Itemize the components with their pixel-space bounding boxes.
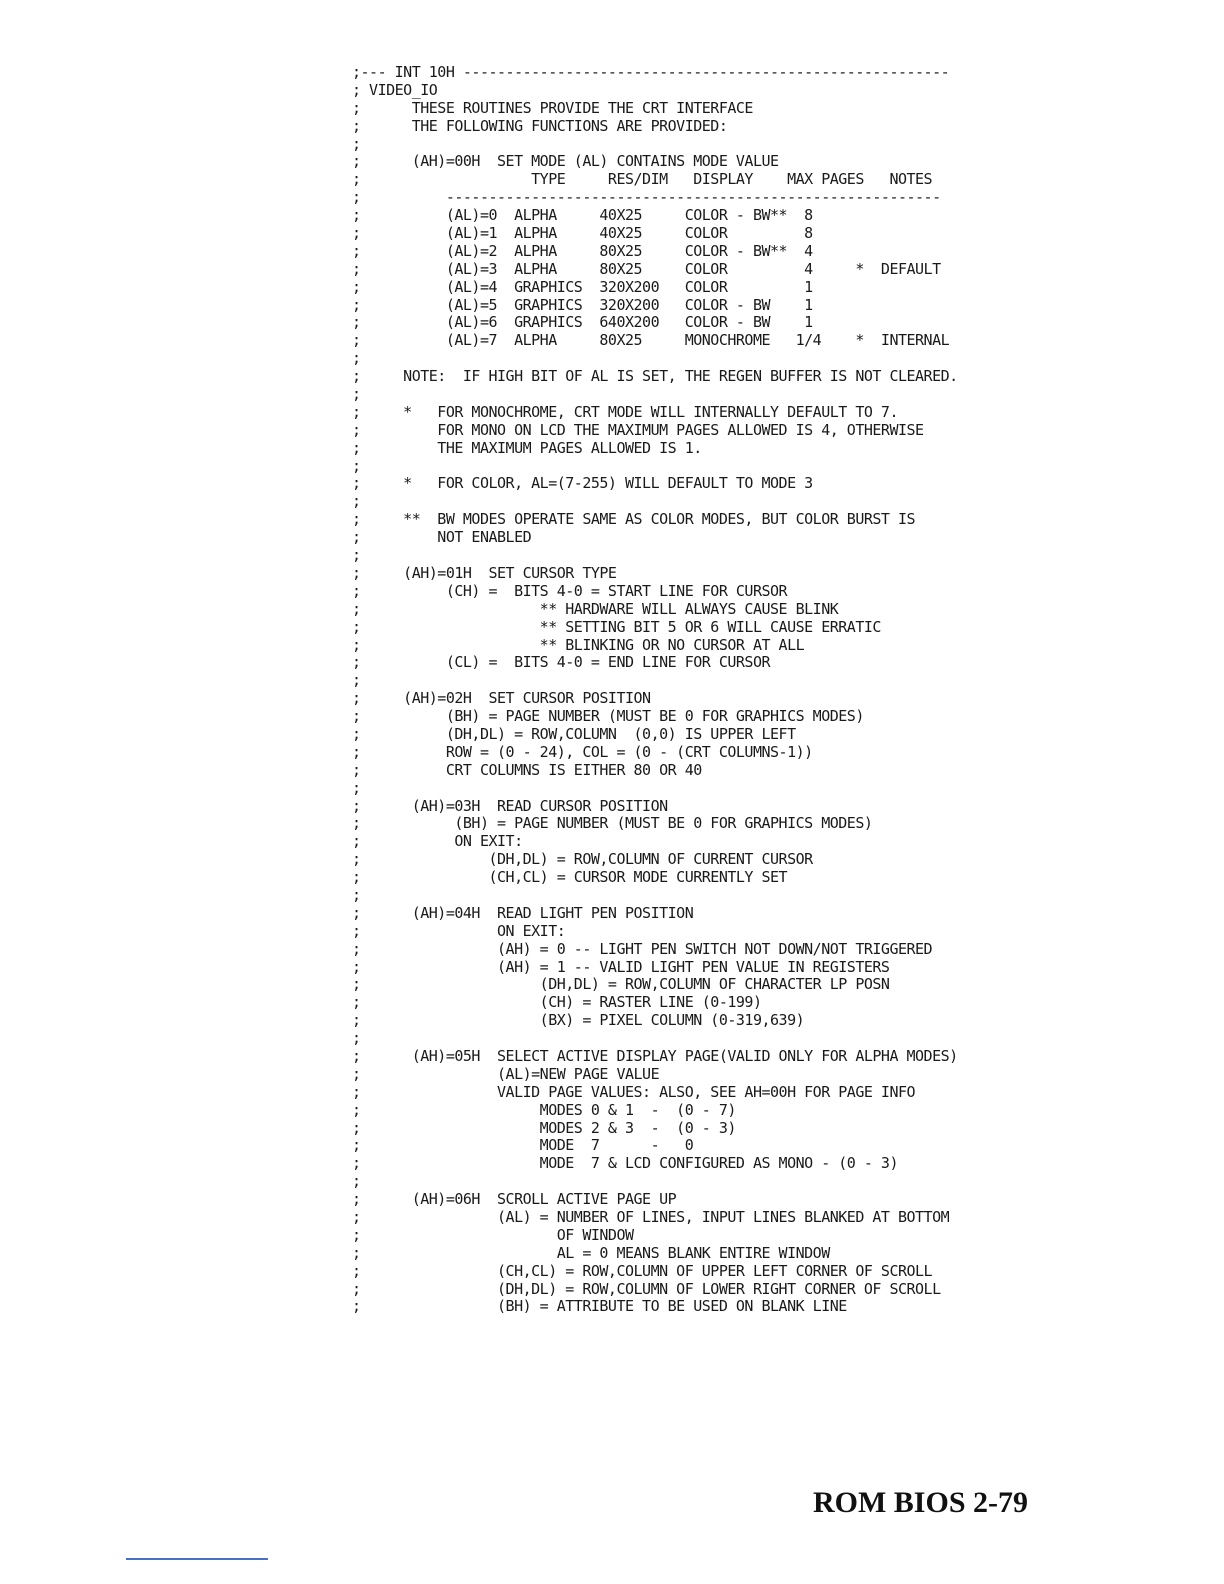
listing-line: ; (AL)=5 GRAPHICS 320X200 COLOR - BW 1 — [352, 295, 813, 314]
listing-line: ; (DH,DL) = ROW,COLUMN OF CURRENT CURSOR — [352, 850, 813, 869]
listing-line: ; — [352, 492, 361, 511]
code-listing — [352, 64, 958, 1316]
listing-line: ; VIDEO_IO — [352, 80, 438, 99]
listing-line: ; NOTE: IF HIGH BIT OF AL IS SET, THE REGEN BUFFER IS NOT CLEARED. — [352, 367, 958, 386]
listing-line: ; NOT ENABLED — [352, 528, 532, 547]
listing-line: ; THE MAXIMUM PAGES ALLOWED IS 1. — [352, 438, 702, 457]
listing-line: ; (BH) = PAGE NUMBER (MUST BE 0 FOR GRAPHICS MODES) — [352, 707, 864, 726]
listing-line: ; MODE 7 & LCD CONFIGURED AS MONO - (0 - 3) — [352, 1154, 898, 1173]
listing-line: ; — [352, 134, 361, 153]
listing-line: ; OF WINDOW — [352, 1225, 634, 1244]
listing-line: ; VALID PAGE VALUES: ALSO, SEE AH=00H FOR PAGE INFO — [352, 1082, 916, 1101]
listing-line: ; ROW = (0 - 24), COL = (0 - (CRT COLUMNS-1)) — [352, 742, 813, 761]
listing-line: ; THE FOLLOWING FUNCTIONS ARE PROVIDED: — [352, 116, 728, 135]
listing-line: ; (CH,CL) = CURSOR MODE CURRENTLY SET — [352, 868, 788, 887]
listing-line: ; (AH)=05H SELECT ACTIVE DISPLAY PAGE(VALID ONLY FOR ALPHA MODES) — [352, 1046, 958, 1065]
listing-line: ; MODE 7 - 0 — [352, 1136, 694, 1155]
listing-line: ; — [352, 885, 361, 904]
listing-line: ; (AH)=06H SCROLL ACTIVE PAGE UP — [352, 1190, 677, 1209]
listing-line: ; — [352, 349, 361, 368]
listing-line: ; * FOR COLOR, AL=(7-255) WILL DEFAULT TO MODE 3 — [352, 474, 813, 493]
listing-line: ; ---------------------------------------------------------- — [352, 188, 941, 207]
listing-line: ; * FOR MONOCHROME, CRT MODE WILL INTERNALLY DEFAULT TO 7. — [352, 402, 898, 421]
listing-line: ; (BH) = PAGE NUMBER (MUST BE 0 FOR GRAPHICS MODES) — [352, 814, 873, 833]
listing-line: ; (DH,DL) = ROW,COLUMN OF CHARACTER LP POSN — [352, 975, 890, 994]
listing-line: ; (AL)=6 GRAPHICS 640X200 COLOR - BW 1 — [352, 313, 813, 332]
listing-line: ; (AH)=00H SET MODE (AL) CONTAINS MODE VALUE — [352, 152, 779, 171]
listing-line: ; — [352, 671, 361, 690]
listing-line: ; (AL)=7 ALPHA 80X25 MONOCHROME 1/4 * INTERNAL — [352, 331, 950, 350]
footer-rule — [126, 1558, 268, 1560]
listing-line: ; ** SETTING BIT 5 OR 6 WILL CAUSE ERRATIC — [352, 617, 881, 636]
listing-line: ; MODES 2 & 3 - (0 - 3) — [352, 1118, 736, 1137]
listing-line: ; — [352, 1029, 361, 1048]
listing-line: ; (BH) = ATTRIBUTE TO BE USED ON BLANK LINE — [352, 1297, 847, 1316]
listing-line: ; (AH)=04H READ LIGHT PEN POSITION — [352, 903, 694, 922]
listing-line: ; (AL)=3 ALPHA 80X25 COLOR 4 * DEFAULT — [352, 259, 941, 278]
listing-line: ; (CH) = BITS 4-0 = START LINE FOR CURSOR — [352, 581, 788, 600]
listing-line: ; (CH) = RASTER LINE (0-199) — [352, 993, 762, 1012]
listing-line: ; ** HARDWARE WILL ALWAYS CAUSE BLINK — [352, 599, 839, 618]
listing-line: ; (AL) = NUMBER OF LINES, INPUT LINES BLANKED AT BOTTOM — [352, 1208, 950, 1226]
listing-line: ; (AL)=1 ALPHA 40X25 COLOR 8 — [352, 224, 813, 243]
listing-line: ; (AH) = 1 -- VALID LIGHT PEN VALUE IN REGISTERS — [352, 957, 890, 976]
listing-line: ; — [352, 456, 361, 475]
listing-line: ; FOR MONO ON LCD THE MAXIMUM PAGES ALLOWED IS 4, OTHERWISE — [352, 420, 924, 439]
listing-line: ; (BX) = PIXEL COLUMN (0-319,639) — [352, 1011, 805, 1030]
listing-line: ; AL = 0 MEANS BLANK ENTIRE WINDOW — [352, 1243, 830, 1262]
listing-line: ; (AH)=03H READ CURSOR POSITION — [352, 796, 668, 815]
listing-line: ; THESE ROUTINES PROVIDE THE CRT INTERFACE — [352, 98, 753, 117]
listing-line: ; — [352, 546, 361, 565]
listing-line: ; ** BLINKING OR NO CURSOR AT ALL — [352, 635, 805, 654]
listing-line: ; (AH)=01H SET CURSOR TYPE — [352, 563, 617, 582]
listing-line: ; CRT COLUMNS IS EITHER 80 OR 40 — [352, 760, 702, 779]
listing-line: ; ON EXIT: — [352, 832, 523, 851]
listing-line: ; (AL)=0 ALPHA 40X25 COLOR - BW** 8 — [352, 206, 813, 225]
listing-line: ; — [352, 385, 361, 404]
listing-line: ; (AL)=2 ALPHA 80X25 COLOR - BW** 4 — [352, 241, 813, 260]
listing-line: ; (DH,DL) = ROW,COLUMN OF LOWER RIGHT CORNER OF SCROLL — [352, 1279, 941, 1298]
listing-line: ; — [352, 1172, 361, 1191]
listing-line: ; (DH,DL) = ROW,COLUMN (0,0) IS UPPER LEFT — [352, 724, 796, 743]
listing-line: ; (CL) = BITS 4-0 = END LINE FOR CURSOR — [352, 653, 771, 672]
listing-line: ; — [352, 778, 361, 797]
listing-line: ; (AH)=02H SET CURSOR POSITION — [352, 689, 651, 708]
listing-line: ; (CH,CL) = ROW,COLUMN OF UPPER LEFT CORNER OF SCROLL — [352, 1261, 933, 1280]
listing-line: ; MODES 0 & 1 - (0 - 7) — [352, 1100, 736, 1119]
page-footer-title: ROM BIOS 2-79 — [812, 1486, 1028, 1519]
listing-line: ; TYPE RES/DIM DISPLAY MAX PAGES NOTES — [352, 170, 933, 189]
listing-line: ; ** BW MODES OPERATE SAME AS COLOR MODES, BUT COLOR BURST IS — [352, 510, 916, 529]
listing-line: ; ON EXIT: — [352, 921, 566, 940]
listing-line: ; (AH) = 0 -- LIGHT PEN SWITCH NOT DOWN/NOT TRIGGERED — [352, 939, 933, 958]
listing-line: ;--- INT 10H --------------------------------------------------------- — [352, 63, 950, 81]
listing-line: ; (AL)=4 GRAPHICS 320X200 COLOR 1 — [352, 277, 813, 296]
listing-line: ; (AL)=NEW PAGE VALUE — [352, 1064, 660, 1083]
